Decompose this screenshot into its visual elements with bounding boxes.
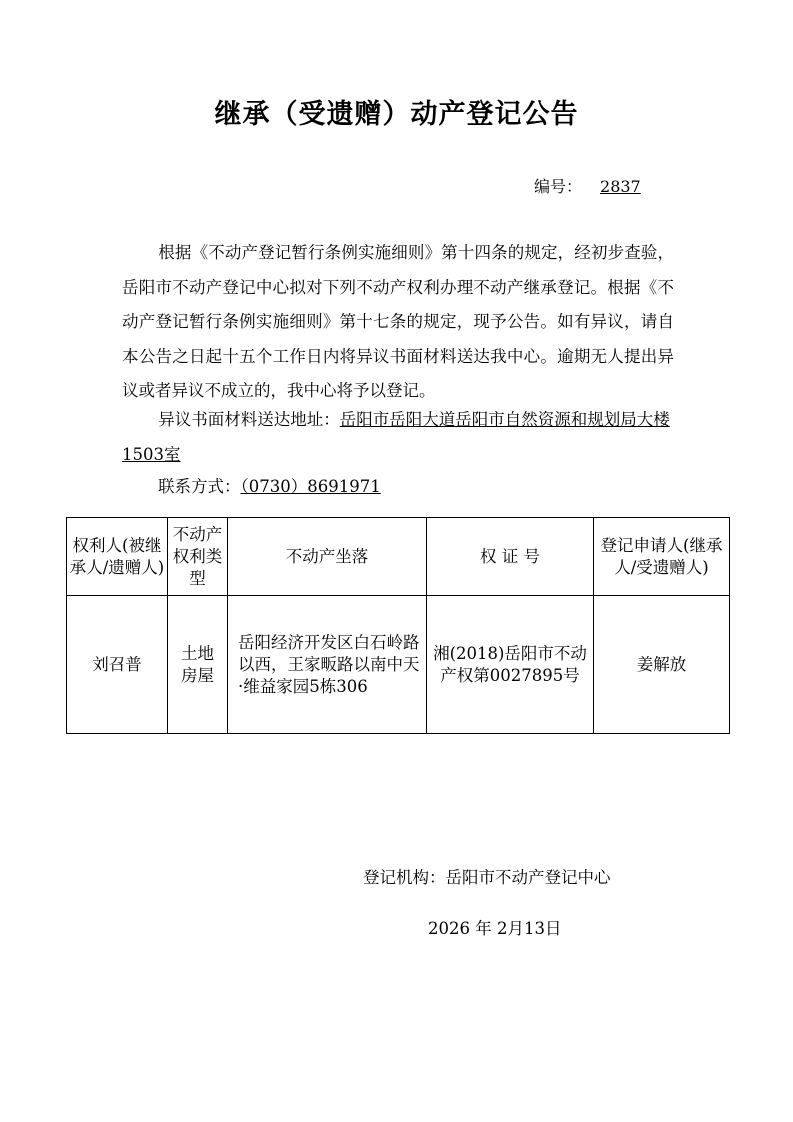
cell-applicant: 姜解放 [594,596,730,734]
header-certificate: 权 证 号 [427,518,594,596]
address-value: 岳阳市岳阳大道岳阳市自然资源和规划局大楼1503室 [122,410,670,464]
notice-date: 2026 年 2月13日 [428,919,562,938]
header-right-type: 不动产权利类型 [168,518,228,596]
cell-right-type: 土地房屋 [168,596,228,734]
header-location: 不动产坐落 [228,518,427,596]
property-table [66,517,730,734]
address-label: 异议书面材料送达地址： [158,410,340,429]
table-header-row [67,518,730,596]
registration-authority: 登记机构：岳阳市不动产登记中心 [363,868,611,887]
cell-location: 岳阳经济开发区白石岭路以西，王家畈路以南中天·维益家园5栋306 [228,596,427,734]
number-label: 编号： [534,177,583,196]
notice-number [534,174,641,197]
header-applicant: 登记申请人(继承人/受遗赠人) [594,518,730,596]
cell-certificate: 湘(2018)岳阳市不动产权第0027895号 [427,596,594,734]
contact-value: （0730）8691971 [240,477,381,496]
objection-address [122,403,674,472]
number-value: 2837 [600,177,641,196]
contact-label: 联系方式： [158,477,241,496]
header-owner: 权利人(被继承人/遗赠人) [67,518,168,596]
cell-owner: 刘召普 [67,596,168,734]
contact-info [158,470,391,505]
page-title: 继承（受遗赠）动产登记公告 [214,99,579,130]
notice-paragraph: 根据《不动产登记暂行条例实施细则》第十四条的规定，经初步查验，岳阳市不动产登记中心拟对下列不动产权利办理不动产继承登记。根据《不动产登记暂行条例实施细则》第十七条的规定，现予公告。如有异议，请自本公告之日起十五个工作日内将异议书面材料送达我中心。逾期无人提出异议或者异议不成立的，我中心将予以登记。 [122,243,674,400]
table-row [67,596,730,734]
